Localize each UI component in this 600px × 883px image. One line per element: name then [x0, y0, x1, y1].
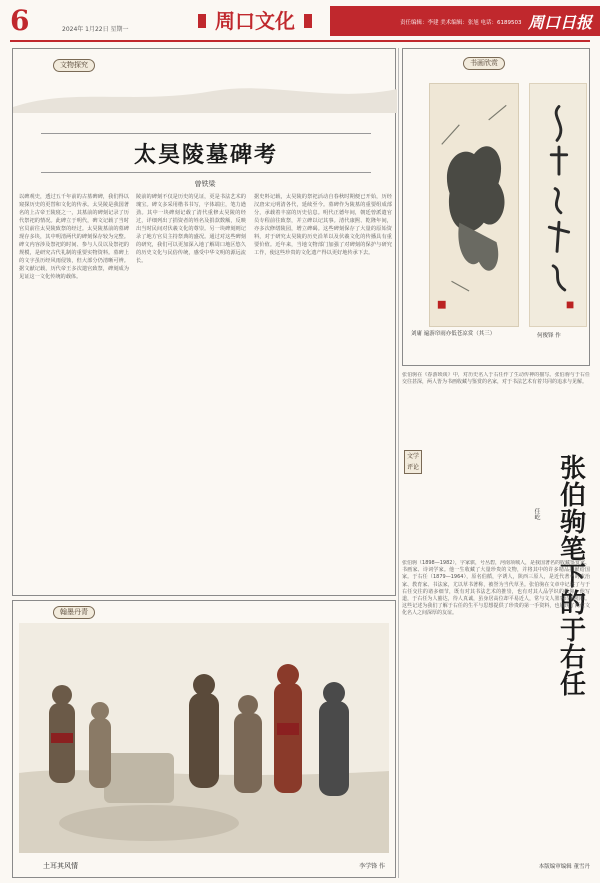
- date-line: 2024年 1月22日 星期一: [62, 26, 129, 33]
- article-column-2: 陵前的碑刻不仅是历史的见证，更是书法艺术的瑰宝。碑文多采用楷书书写，字体端庄，笔力遒劲。其中一块碑刻记载了清代重修太昊陵的经过，详细列出了捐资者的姓名及捐款数额，反映出当时民间对伏羲文化的尊崇。另一块碑刻则记录了地方官员主持祭典的盛况。通过对这些碑刻的研究，我们可以更加深入地了解周口地区悠久的历史文化与民俗传统，感受中华文明的源远流长。: [136, 194, 246, 264]
- review-author: 任屹: [533, 508, 540, 520]
- column-divider: [398, 48, 399, 878]
- review-title-char: 驹: [559, 508, 586, 538]
- review-title-char: 任: [559, 670, 586, 700]
- header-banner: [180, 6, 600, 36]
- article-column-1: 以碑观史，透过五千年前的古墓碑碑，我们得以窥探历史的更替和文化的传承。太昊陵是我国著名的上古帝王陵寝之一，其墓前的碑刻记录了历代祭祀的情况。此碑立于明代，碑文记载了当时官员前往太昊陵致祭的经过。太昊陵墓前的墓碑现存多块，其中明清两代的碑刻保存较为完整。碑文内容涉及祭祀的时间、参与人员以及祭祀的规模，是研究古代礼制的重要实物资料。墓碑上的文字虽历经风雨侵蚀，但大部分仍清晰可辨。据文献记载，历代帝王多次遣官致祭，碑刻成为见证这一文化传统的载体。: [19, 194, 129, 280]
- review-title-char: 的: [559, 589, 586, 619]
- review-intro-text: 张伯驹在《春游琐谈》中，对历史名人于右任作了生动传神的描写。张伯驹与于右任交往甚深，两人皆为书画收藏与鉴赏的名家，对于书法艺术有着共同的追求与见解。: [402, 372, 590, 386]
- review-tag: 文学评论: [404, 450, 422, 474]
- page-number: 6: [10, 4, 30, 37]
- ink-painting-rock: [429, 83, 519, 327]
- review-body-text: 张伯驹（1898—1982），字家骐，号丛碧，河南项城人，是我国著名的收藏鉴赏家、书画家、诗词学家。他一生收藏了大量珍贵的文物，并将其中的许多精品捐献给国家。于右任（1879—1964），原名伯循，字诱人，陕西三原人，是近代著名的政治家、教育家、书法家，尤以草书著称，被誉为当代草圣。张伯驹在文章中记述了与于右任交往的诸多细节，既有对其书法艺术的推崇，也有对其人品学识的敬仰。他写道，于右任为人豁达，待人真诚，虽身居高位却平易近人，常与文人墨客诗酒唱和。这些记述为我们了解于右任的生平与思想提供了珍贵的第一手资料，也展现了两位文化名人之间深厚的友谊。: [402, 560, 590, 617]
- review-title-char: 右: [559, 643, 586, 673]
- section-title: 周口文化: [180, 6, 330, 36]
- newspaper-brand: 周口日报: [527, 13, 592, 32]
- review-title-char: 伯: [559, 481, 586, 511]
- page-header: [0, 0, 600, 44]
- art-caption-title: 刘庸 遍游帘雨亦低苍凉赏（其三）: [411, 331, 496, 337]
- review-title-char: 张: [559, 454, 586, 484]
- decorative-ink-wash: [13, 77, 397, 113]
- article-tag: 文物探究: [53, 59, 95, 72]
- painting-box: [12, 600, 396, 878]
- art-caption-artist: 何俊锋 作: [537, 333, 561, 339]
- header-rule: [10, 40, 590, 42]
- review-title-char: 于: [559, 616, 586, 646]
- title-band: [41, 133, 371, 173]
- review-title-char: 下: [559, 562, 586, 592]
- article-box-tomb: [12, 48, 396, 596]
- art-tag: 书画欣赏: [463, 57, 505, 70]
- painting-artist: 李学锋 作: [359, 863, 385, 870]
- article-byline: 曾铁梁: [194, 180, 216, 188]
- page-editor-line: 本版编审编辑 董雪丹: [538, 864, 590, 870]
- review-title-char: 笔: [559, 535, 586, 565]
- article-column-3: 据史料记载，太昊陵的祭祀活动自春秋时期便已开始，历经汉唐宋元明清各代，延续至今。墓碑作为陵墓的重要组成部分，承载着丰富的历史信息。明代正德年间，朝廷曾派遣官员专程前往致祭，并立碑以记其事。清代康熙、乾隆年间，亦多次修缮陵园，增立碑碣。这些碑刻保存了大量的原始资料，对于研究太昊陵的历史沿革以及伏羲文化的传播具有重要价值。近年来，当地文物部门加强了对碑刻的保护与研究工作，使这些珍贵的文化遗产得以更好地传承下去。: [254, 194, 392, 256]
- painting-title: 土耳其风情: [43, 862, 78, 870]
- painting-turkish-scene: [19, 623, 389, 853]
- painting-tag: 翰墨丹青: [53, 606, 95, 619]
- calligraphy-scroll: [529, 83, 587, 327]
- editors-line: 责任编辑：李建 美术编辑：张旭 电话：6189503: [400, 20, 522, 26]
- article-title: 太昊陵墓碑考: [133, 141, 278, 168]
- art-appreciation-box: [402, 48, 590, 366]
